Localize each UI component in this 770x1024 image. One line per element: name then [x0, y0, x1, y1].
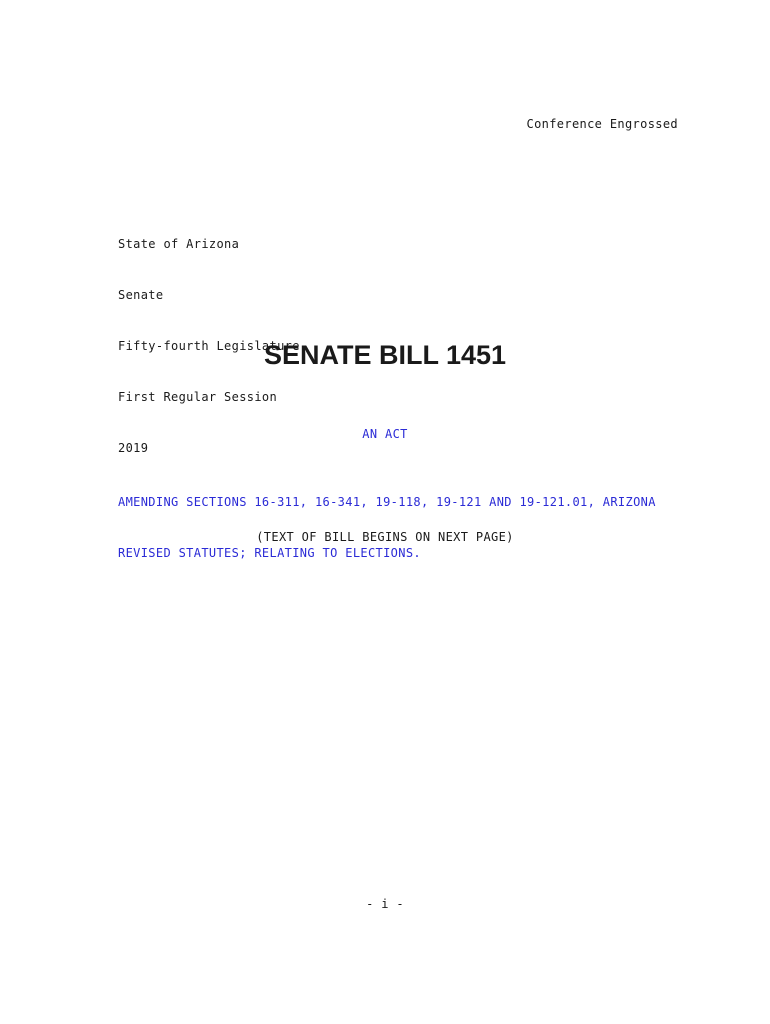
- act-description-line-2: REVISED STATUTES; RELATING TO ELECTIONS.: [118, 546, 421, 560]
- session-state: State of Arizona: [118, 237, 240, 251]
- an-act-heading: AN ACT: [362, 427, 408, 441]
- act-description: [118, 460, 656, 596]
- act-description-line-1: AMENDING SECTIONS 16-311, 16-341, 19-118, 19-121 AND 19-121.01, ARIZONA: [118, 495, 656, 509]
- text-begins-notice: (TEXT OF BILL BEGINS ON NEXT PAGE): [256, 530, 514, 544]
- page-number: - i -: [366, 897, 404, 911]
- session-year: 2019: [118, 441, 149, 455]
- session-chamber: Senate: [118, 288, 164, 302]
- session-legislature: Fifty-fourth Legislature: [118, 339, 300, 353]
- session-regular: First Regular Session: [118, 390, 278, 404]
- engrossed-status: Conference Engrossed: [526, 117, 678, 131]
- bill-title: SENATE BILL 1451: [263, 340, 507, 370]
